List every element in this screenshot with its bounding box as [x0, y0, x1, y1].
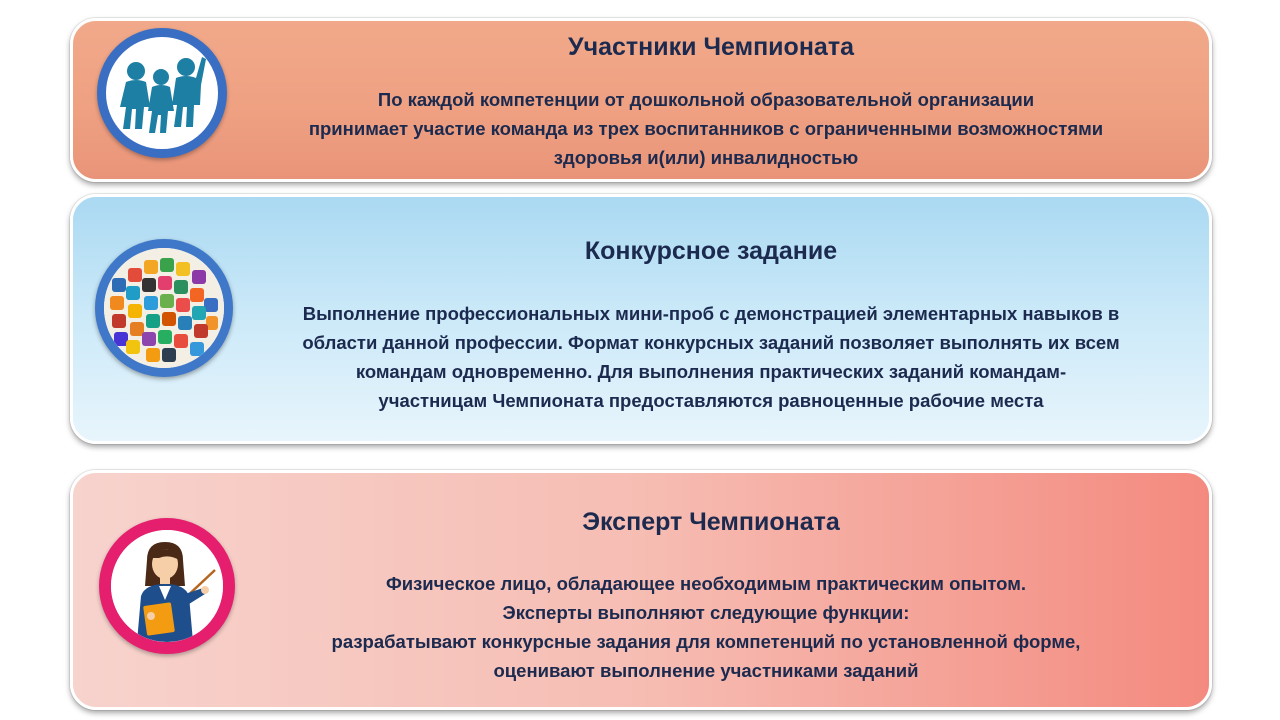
- card-text-line: Физическое лицо, обладающее необходимым практическим опытом.: [385, 573, 1027, 594]
- card-title: Конкурсное задание: [584, 237, 838, 265]
- card-text: [213, 85, 1199, 172]
- expert-card: [70, 470, 1212, 710]
- children-icon: [97, 28, 227, 158]
- participants-card: [70, 18, 1212, 182]
- card-text-line: участницам Чемпионата предоставляются равноценные рабочие места: [378, 390, 1044, 411]
- card-text-line: здоровья и(или) инвалидностью: [553, 147, 859, 168]
- card-text-line: оценивают выполнение участниками заданий: [493, 660, 919, 681]
- card-text-line: принимает участие команда из трех воспитанников с ограниченными возможностями: [308, 118, 1104, 139]
- card-text-line: области данной профессии. Формат конкурсных заданий позволяет выполнять их всем: [302, 332, 1120, 353]
- card-text-line: Эксперты выполняют следующие функции:: [502, 602, 910, 623]
- card-text: [223, 299, 1199, 415]
- card-text-line: Выполнение профессиональных мини-проб с демонстрацией элементарных навыков в: [302, 303, 1120, 324]
- card-text-line: командам одновременно. Для выполнения практических заданий командам-: [355, 361, 1067, 382]
- teacher-icon: [99, 518, 235, 654]
- card-title: Участники Чемпионата: [568, 33, 854, 61]
- task-card: [70, 194, 1212, 444]
- card-text: [213, 569, 1199, 685]
- mosaic-icons-icon: [95, 239, 233, 377]
- card-text-line: разрабатывают конкурсные задания для компетенций по установленной форме,: [331, 631, 1081, 652]
- card-title: Эксперт Чемпионата: [582, 508, 840, 536]
- card-text-line: По каждой компетенции от дошкольной образовательной организации: [377, 89, 1035, 110]
